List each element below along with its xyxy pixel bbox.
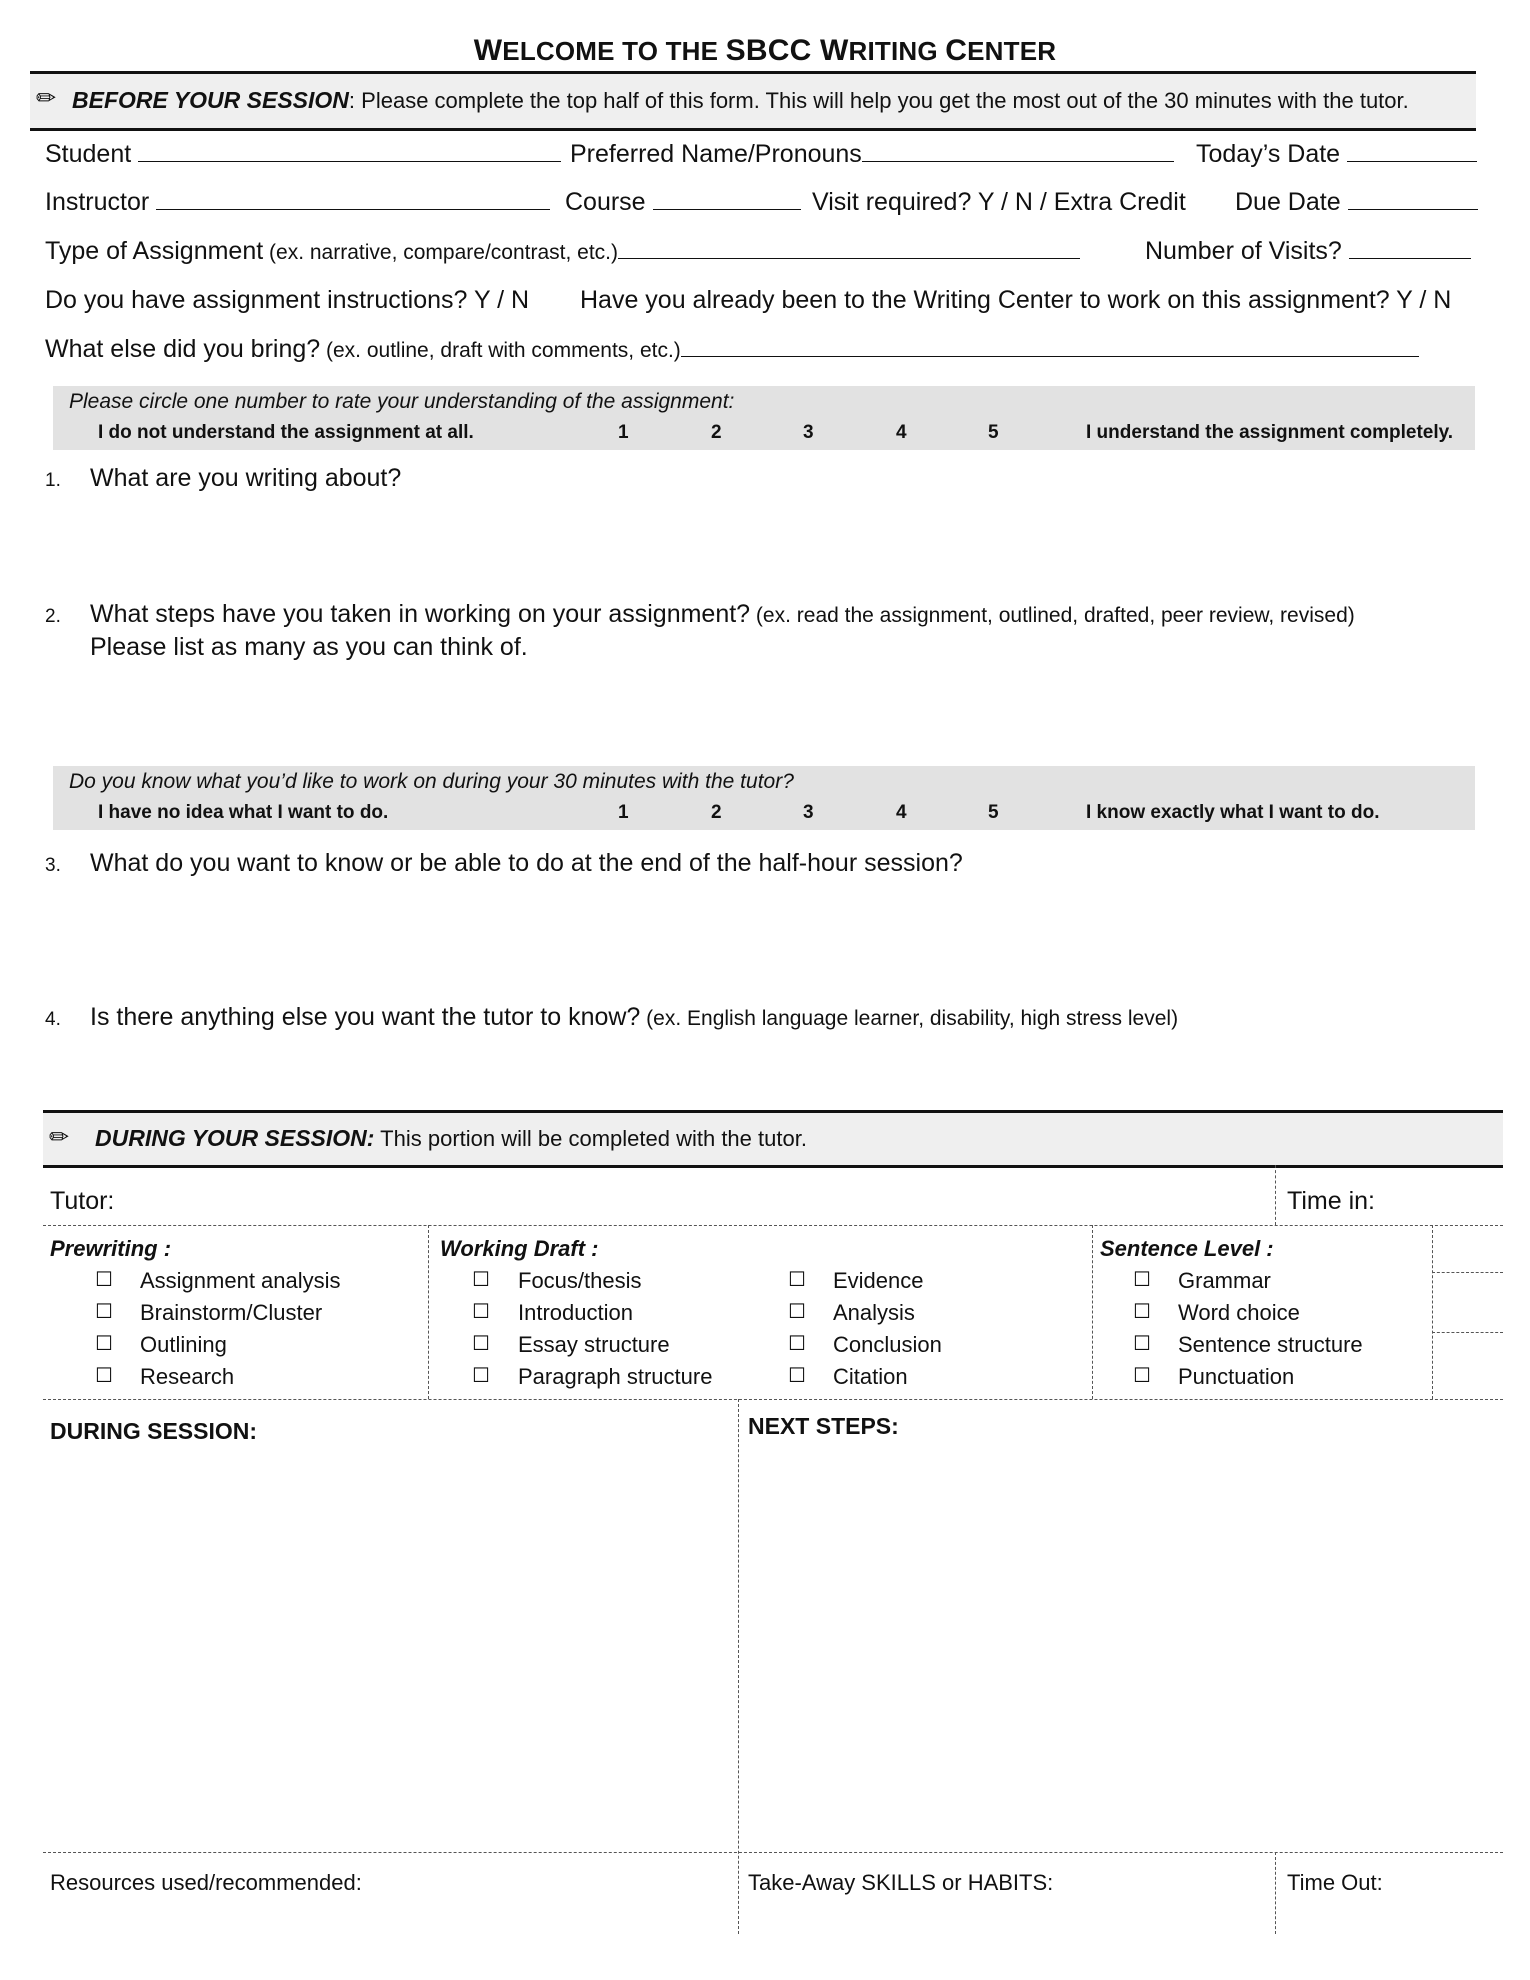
checklist-label: Brainstorm/Cluster (140, 1300, 323, 1325)
checkbox[interactable]: ☐ (472, 1269, 490, 1291)
checklist-item[interactable] (788, 1363, 806, 1388)
checklist-label: Assignment analysis (140, 1268, 341, 1293)
checklist-item[interactable] (1133, 1267, 1151, 1292)
checklist-label: Paragraph structure (518, 1364, 713, 1389)
checklist-label: Sentence structure (1178, 1332, 1363, 1357)
student-field: Student (45, 140, 561, 169)
rating-option-5[interactable]: 5 (988, 422, 999, 443)
checkbox[interactable]: ☐ (788, 1333, 806, 1355)
checkbox[interactable]: ☐ (472, 1365, 490, 1387)
checklist-label: Word choice (1178, 1300, 1300, 1325)
checklist-item[interactable] (788, 1299, 806, 1324)
prewriting-heading: Prewriting : (50, 1236, 172, 1261)
rating-option-3[interactable]: 3 (803, 422, 814, 443)
checklist-label: Citation (833, 1364, 908, 1389)
question-number: 2. (45, 606, 61, 627)
before-session-heading: BEFORE YOUR SESSION (72, 87, 349, 113)
assignment-type-input[interactable] (618, 238, 1080, 259)
bring-input[interactable] (681, 336, 1419, 357)
resources-field[interactable]: Resources used/recommended: (50, 1870, 362, 1895)
checkbox[interactable]: ☐ (95, 1269, 113, 1291)
rating-option-2[interactable]: 2 (711, 802, 722, 823)
checklist-label: Introduction (518, 1300, 633, 1325)
rating-option-4[interactable]: 4 (896, 802, 907, 823)
rating-option-4[interactable]: 4 (896, 422, 907, 443)
checklist-label: Analysis (833, 1300, 915, 1325)
preferred-name-input[interactable] (862, 141, 1174, 162)
during-session-label: DURING SESSION: (50, 1418, 258, 1444)
checklist-label: Research (140, 1364, 235, 1389)
before-session-banner: ✏ BEFORE YOUR SESSION: Please complete the top half of this form. This will help you get the most out of the 30 minutes with the tutor. (30, 71, 1476, 131)
number-of-visits-field: Number of Visits? (1145, 237, 1471, 266)
number-of-visits-input[interactable] (1349, 238, 1471, 259)
during-session-heading: DURING YOUR SESSION: (95, 1125, 375, 1151)
checkbox[interactable]: ☐ (788, 1301, 806, 1323)
checklist-item[interactable] (1133, 1363, 1151, 1388)
question-number: 3. (45, 855, 61, 876)
question-1: What are you writing about? (90, 464, 402, 492)
during-session-banner (43, 1110, 1503, 1168)
rating-low-label: I have no idea what I want to do. (98, 802, 389, 823)
bring-field: What else did you bring? (ex. outline, draft with comments, etc.) (45, 335, 1419, 364)
preferred-name-field: Preferred Name/Pronouns (570, 140, 1174, 169)
checklist-label: Evidence (833, 1268, 924, 1293)
checklist-label: Punctuation (1178, 1364, 1295, 1389)
checklist-item[interactable] (472, 1363, 490, 1388)
checklist-item[interactable] (788, 1331, 806, 1356)
rating-option-3[interactable]: 3 (803, 802, 814, 823)
understanding-rating-box (53, 386, 1475, 450)
instructor-field: Instructor (45, 188, 550, 217)
checklist-item[interactable] (1133, 1331, 1151, 1356)
during-session-instructions: This portion will be completed with the tutor. (374, 1126, 807, 1151)
checklist-label: Conclusion (833, 1332, 942, 1357)
checkbox[interactable]: ☐ (95, 1365, 113, 1387)
assignment-type-field: Type of Assignment (ex. narrative, compare/contrast, etc.) (45, 237, 1080, 266)
understanding-rating-prompt: Please circle one number to rate your understanding of the assignment: (69, 390, 735, 413)
due-date-field: Due Date (1235, 188, 1478, 217)
takeaway-field[interactable]: Take-Away SKILLS or HABITS: (748, 1870, 1054, 1895)
rating-option-2[interactable]: 2 (711, 422, 722, 443)
checklist-label: Focus/thesis (518, 1268, 642, 1293)
course-input[interactable] (653, 189, 801, 210)
question-number: 4. (45, 1009, 61, 1030)
pencil-icon: ✏ (36, 85, 57, 112)
checklist-item[interactable] (95, 1299, 113, 1324)
student-input[interactable] (138, 141, 561, 162)
checkbox[interactable]: ☐ (788, 1269, 806, 1291)
checklist-item[interactable] (472, 1299, 490, 1324)
next-steps-label: NEXT STEPS: (748, 1413, 899, 1439)
question-4: Is there anything else you want the tutor to know? (ex. English language learner, disability, high stress level) (90, 1003, 1179, 1031)
checklist-label: Outlining (140, 1332, 227, 1357)
question-number: 1. (45, 470, 61, 491)
rating-low-label: I do not understand the assignment at all. (98, 422, 474, 443)
checkbox[interactable]: ☐ (472, 1301, 490, 1323)
instructions-question[interactable]: Do you have assignment instructions? Y / N (45, 286, 530, 314)
before-session-instructions: Please complete the top half of this form. This will help you get the most out of the 30 minutes with the tutor. (355, 88, 1409, 113)
time-in-field[interactable]: Time in: (1287, 1187, 1375, 1215)
goal-rating-box (53, 766, 1475, 830)
checkbox[interactable]: ☐ (1133, 1301, 1151, 1323)
tutor-field[interactable]: Tutor: (50, 1187, 115, 1215)
course-field: Course (565, 188, 801, 217)
checklist-label: Essay structure (518, 1332, 670, 1357)
question-2: What steps have you taken in working on your assignment? (ex. read the assignment, outlined, drafted, peer review, revised) (90, 600, 1355, 628)
checkbox[interactable]: ☐ (472, 1333, 490, 1355)
been-before-question[interactable]: Have you already been to the Writing Center to work on this assignment? Y / N (580, 286, 1452, 314)
question-3: What do you want to know or be able to do at the end of the half-hour session? (90, 849, 963, 877)
working-draft-heading: Working Draft : (440, 1236, 599, 1261)
checklist-item[interactable] (95, 1331, 113, 1356)
due-date-input[interactable] (1348, 189, 1478, 210)
goal-rating-prompt: Do you know what you’d like to work on during your 30 minutes with the tutor? (69, 770, 794, 793)
checkbox[interactable]: ☐ (788, 1365, 806, 1387)
page-title: WELCOME TO THE SBCC WRITING CENTER (473, 34, 1057, 67)
visit-required-field[interactable]: Visit required? Y / N / Extra Credit (812, 188, 1186, 216)
rating-high-label: I know exactly what I want to do. (1086, 802, 1380, 823)
checkbox[interactable]: ☐ (95, 1333, 113, 1355)
time-out-field[interactable]: Time Out: (1287, 1870, 1383, 1895)
rating-option-1[interactable]: 1 (618, 802, 629, 823)
instructor-input[interactable] (156, 189, 550, 210)
checkbox[interactable]: ☐ (95, 1301, 113, 1323)
todays-date-input[interactable] (1347, 141, 1477, 162)
checklist-item[interactable] (788, 1267, 806, 1292)
checklist-item[interactable] (95, 1267, 113, 1292)
checkbox[interactable]: ☐ (1133, 1333, 1151, 1355)
rating-option-5[interactable]: 5 (988, 802, 999, 823)
checklist-item[interactable] (95, 1363, 113, 1388)
todays-date-field: Today’s Date (1196, 140, 1477, 169)
checkbox[interactable]: ☐ (1133, 1365, 1151, 1387)
question-2-continued: Please list as many as you can think of. (90, 633, 528, 661)
pencil-icon: ✏ (49, 1124, 70, 1151)
rating-high-label: I understand the assignment completely. (1086, 422, 1454, 443)
checklist-item[interactable] (472, 1267, 490, 1292)
checkbox[interactable]: ☐ (1133, 1269, 1151, 1291)
checklist-item[interactable] (472, 1331, 490, 1356)
rating-option-1[interactable]: 1 (618, 422, 629, 443)
checklist-item[interactable] (1133, 1299, 1151, 1324)
sentence-level-heading: Sentence Level : (1100, 1236, 1274, 1261)
checklist-label: Grammar (1178, 1268, 1271, 1293)
